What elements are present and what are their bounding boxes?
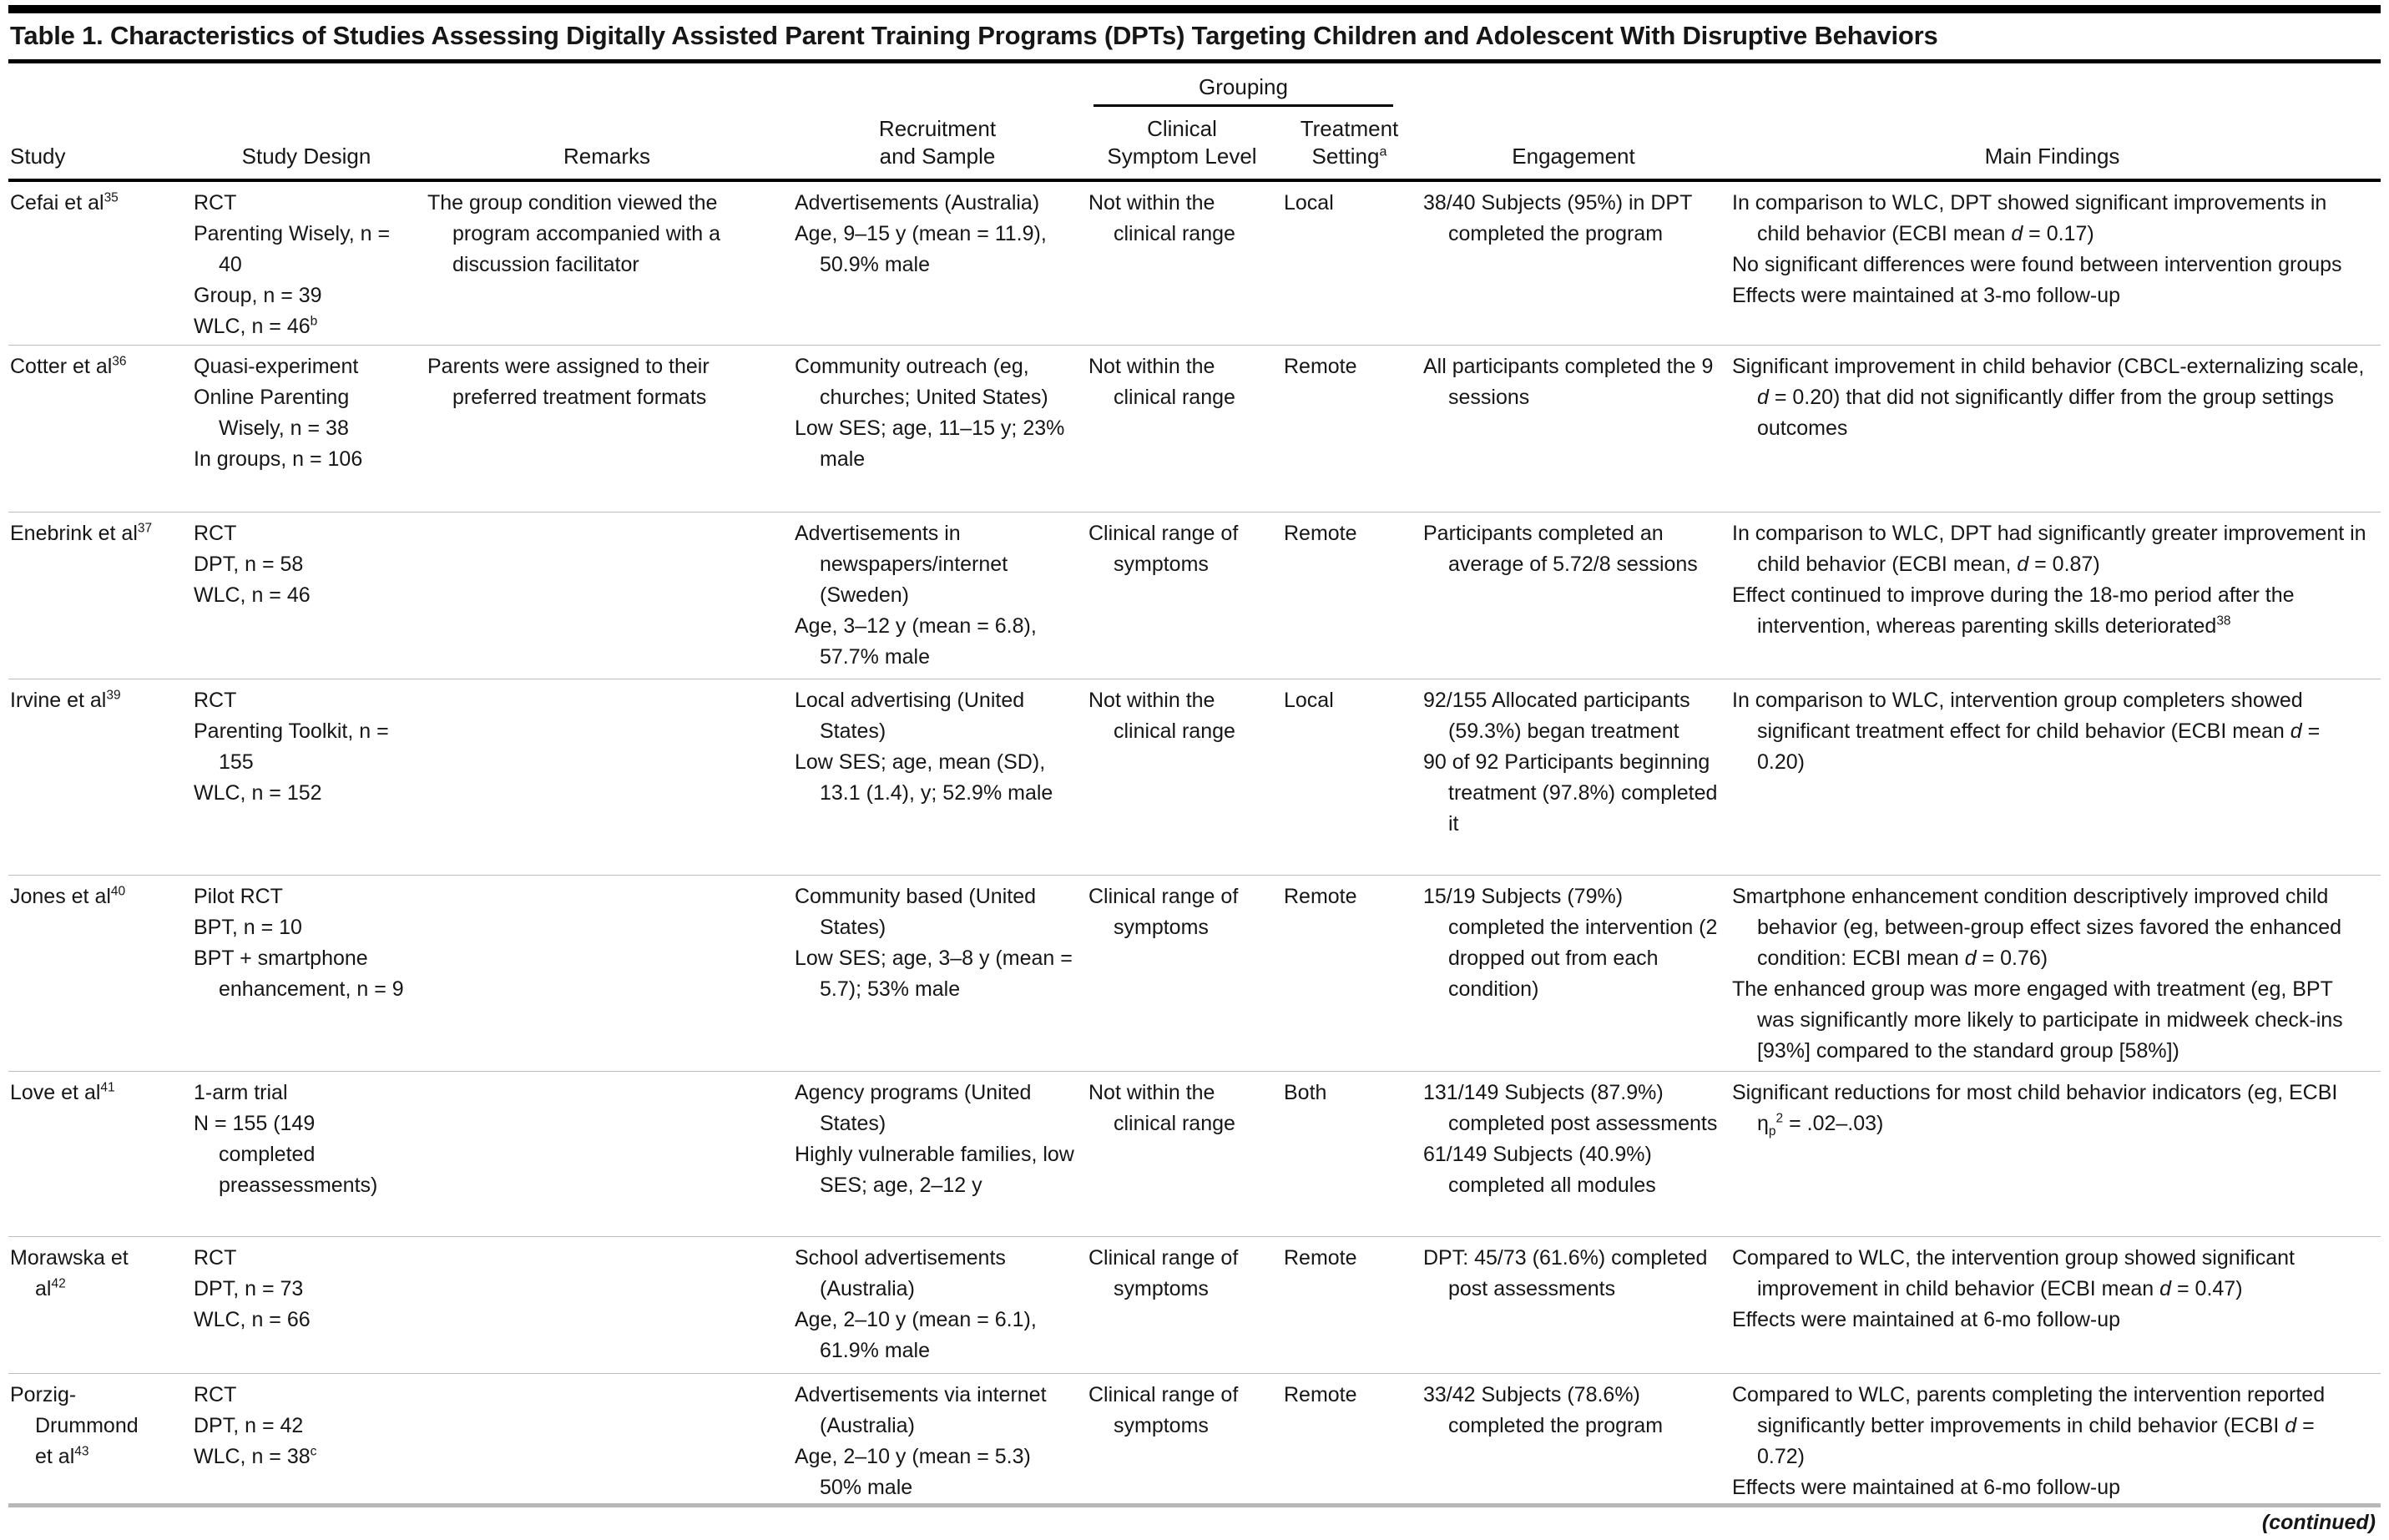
continued-note: (continued) (2261, 1511, 2376, 1534)
cell-paragraph: Quasi-experiment (194, 355, 359, 378)
cell-study-design (194, 1078, 427, 1201)
top-rule-divider (8, 5, 2381, 13)
cell-treatment-setting (1284, 1380, 1423, 1411)
grouping-header (1093, 74, 1393, 107)
column-header-recruitment-and-sample (795, 107, 1088, 170)
cell-paragraph: Jones et $al^{40}$ (10, 884, 126, 908)
cell-recruitment-and-sample (795, 518, 1088, 673)
table-row (8, 679, 2381, 875)
cell-remarks (427, 351, 795, 413)
cell-main-findings (1732, 881, 2381, 1067)
cell-engagement (1423, 351, 1732, 413)
cell-paragraph: Not within the clinical range (1088, 191, 1235, 245)
table-page (0, 5, 2389, 1540)
cell-treatment-setting (1284, 881, 1423, 912)
column-header-label: Recruitment and Sample (878, 116, 997, 169)
cell-paragraph: WLC, n = 46 (194, 583, 311, 607)
table-row (8, 345, 2381, 512)
cell-paragraph: Irvine et $al^{39}$ (10, 688, 121, 712)
cell-paragraph: 92/155 Allocated participants (59.3%) began treatment (1423, 689, 1690, 743)
cell-paragraph: In comparison to WLC, DPT showed significant improvements in child behavior (ECBI mean d = 0.17) (1732, 191, 2327, 245)
cell-main-findings (1732, 1243, 2381, 1336)
cell-paragraph: RCT (194, 1246, 237, 1270)
cell-treatment-setting (1284, 685, 1423, 716)
cell-paragraph: Low SES; age, 3–8 y (mean = 5.7); 53% male (795, 947, 1073, 1001)
cell-engagement (1423, 685, 1732, 840)
cell-paragraph: WLC, $n = 46^b$ (194, 314, 318, 338)
cell-study (8, 1078, 194, 1108)
cell-paragraph: Community outreach (eg, churches; United States) (795, 355, 1048, 409)
cell-clinical-symptom-level (1088, 881, 1284, 943)
cell-engagement (1423, 1078, 1732, 1201)
table-row (8, 182, 2381, 345)
table-row (8, 1236, 2381, 1373)
cell-paragraph: Smartphone enhancement condition descriptively improved child behavior (eg, between-group effect sizes favored the enhanced condition: ECBI mean d = 0.76) (1732, 885, 2341, 970)
column-header-engagement (1423, 107, 1732, 170)
cell-engagement (1423, 881, 1732, 1005)
cell-paragraph: 61/149 Subjects (40.9%) completed all modules (1423, 1143, 1656, 1197)
cell-paragraph: Compared to WLC, the intervention group showed significant improvement in child behavior (ECBI mean d = 0.47) (1732, 1246, 2295, 1300)
cell-paragraph: DPT, n = 42 (194, 1414, 304, 1437)
cell-main-findings (1732, 518, 2381, 642)
cell-paragraph: Advertisements via internet (Australia) (795, 1383, 1047, 1437)
cell-paragraph: Advertisements (Australia) (795, 191, 1040, 215)
cell-paragraph: Age, 2–10 y (mean = 6.1), 61.9% male (795, 1308, 1037, 1362)
cell-treatment-setting (1284, 188, 1423, 219)
cell-treatment-setting (1284, 351, 1423, 382)
cell-clinical-symptom-level (1088, 1380, 1284, 1442)
table-title: Table 1. Characteristics of Studies Assessing Digitally Assisted Parent Training Programs (DPTs) Targeting Children and Adolescent With Disruptive Behaviors (10, 21, 1938, 50)
cell-main-findings (1732, 1380, 2381, 1503)
cell-paragraph: Compared to WLC, parents completing the intervention reported significantly better improvements in child behavior (ECBI d = 0.72) (1732, 1383, 2326, 1468)
cell-paragraph: Both (1284, 1081, 1327, 1104)
column-header-label: Remarks (563, 144, 650, 169)
cell-paragraph: Morawska et $al^{42}$ (10, 1246, 129, 1300)
cell-paragraph: Not within the clinical range (1088, 689, 1235, 743)
cell-paragraph: Parents were assigned to their preferred treatment formats (427, 355, 710, 409)
column-header-study (8, 107, 194, 170)
cell-remarks (427, 188, 795, 280)
cell-paragraph: Parenting Wisely, n = 40 (194, 222, 391, 276)
cell-recruitment-and-sample (795, 1243, 1088, 1366)
cell-study-design (194, 188, 427, 342)
cell-paragraph: RCT (194, 1383, 237, 1406)
cell-paragraph: Love et $al^{41}$ (10, 1080, 115, 1104)
cell-paragraph: In comparison to WLC, intervention group completers showed significant treatment effect for child behavior (ECBI mean d = 0.20) (1732, 689, 2321, 774)
cell-study (8, 881, 194, 912)
cell-paragraph: Remote (1284, 355, 1357, 378)
cell-paragraph: Low SES; age, 11–15 y; 23% male (795, 417, 1065, 471)
cell-paragraph: Clinical range of symptoms (1088, 522, 1239, 576)
cell-paragraph: WLC, n = 66 (194, 1308, 311, 1331)
cell-paragraph: Clinical range of symptoms (1088, 1383, 1239, 1437)
cell-paragraph: Online Parenting Wisely, n = 38 (194, 386, 350, 440)
cell-paragraph: Local (1284, 689, 1334, 712)
column-header-label: Treatment Setting$^a$ (1300, 116, 1399, 169)
cell-paragraph: Local (1284, 191, 1334, 215)
column-header-label: Study (10, 144, 66, 169)
cell-study-design (194, 518, 427, 611)
cell-treatment-setting (1284, 1078, 1423, 1108)
column-header-remarks (427, 107, 795, 170)
cell-paragraph: 1-arm trial (194, 1081, 288, 1104)
cell-paragraph: 90 of 92 Participants beginning treatment (97.8%) completed it (1423, 750, 1718, 836)
cell-paragraph: Remote (1284, 885, 1357, 908)
column-header-study-design (194, 107, 427, 170)
cell-paragraph: The enhanced group was more engaged with treatment (eg, BPT was significantly more likely to participate in midweek check-ins [93%] compared to the standard group [58%]) (1732, 977, 2343, 1063)
column-header-label: Engagement (1512, 144, 1635, 169)
cell-clinical-symptom-level (1088, 351, 1284, 413)
cell-paragraph: In groups, n = 106 (194, 447, 363, 471)
cell-study-design (194, 881, 427, 1005)
cell-paragraph: Age, 9–15 y (mean = 11.9), 50.9% male (795, 222, 1047, 276)
cell-paragraph: All participants completed the 9 sessions (1423, 355, 1714, 409)
cell-paragraph: Group, n = 39 (194, 284, 322, 307)
cell-study-design (194, 685, 427, 809)
cell-paragraph: RCT (194, 689, 237, 712)
cell-paragraph: Parenting Toolkit, n = 155 (194, 720, 389, 774)
cell-main-findings (1732, 685, 2381, 778)
cell-paragraph: Effects were maintained at 6-mo follow-up (1732, 1476, 2121, 1499)
cell-study (8, 351, 194, 382)
cell-clinical-symptom-level (1088, 518, 1284, 580)
cell-paragraph: Clinical range of symptoms (1088, 885, 1239, 939)
cell-paragraph: Age, 3–12 y (mean = 6.8), 57.7% male (795, 614, 1037, 669)
cell-paragraph: Not within the clinical range (1088, 1081, 1235, 1135)
cell-paragraph: WLC, $n = 38^c$ (194, 1444, 317, 1468)
cell-paragraph: DPT, n = 73 (194, 1277, 304, 1300)
cell-paragraph: N = 155 (149 completed preassessments) (194, 1112, 378, 1197)
cell-engagement (1423, 188, 1732, 250)
cell-paragraph: Significant reductions for most child behavior indicators (eg, ECBI $\eta_p^2 = .02-.03$) (1732, 1081, 2338, 1139)
cell-paragraph: RCT (194, 522, 237, 545)
cell-paragraph: 38/40 Subjects (95%) in DPT completed the program (1423, 191, 1692, 245)
cell-paragraph: 15/19 Subjects (79%) completed the intervention (2 dropped out from each condition) (1423, 885, 1718, 1001)
cell-paragraph: Effects were maintained at 6-mo follow-up (1732, 1308, 2121, 1331)
cell-paragraph: Remote (1284, 1383, 1357, 1406)
cell-paragraph: Enebrink et $al^{37}$ (10, 521, 153, 545)
column-header-label: Study Design (241, 144, 371, 169)
cell-clinical-symptom-level (1088, 188, 1284, 250)
table-row (8, 512, 2381, 679)
cell-recruitment-and-sample (795, 685, 1088, 809)
cell-paragraph: 131/149 Subjects (87.9%) completed post assessments (1423, 1081, 1718, 1135)
cell-main-findings (1732, 188, 2381, 311)
cell-treatment-setting (1284, 1243, 1423, 1274)
table-row (8, 1373, 2381, 1503)
cell-engagement (1423, 1380, 1732, 1442)
cell-paragraph: Agency programs (United States) (795, 1081, 1032, 1135)
cell-paragraph: DPT, n = 58 (194, 553, 304, 576)
cell-recruitment-and-sample (795, 188, 1088, 280)
cell-study (8, 685, 194, 716)
table-row (8, 875, 2381, 1071)
cell-engagement (1423, 1243, 1732, 1305)
cell-paragraph: 33/42 Subjects (78.6%) completed the program (1423, 1383, 1664, 1437)
cell-recruitment-and-sample (795, 1380, 1088, 1503)
cell-main-findings (1732, 351, 2381, 444)
cell-paragraph: BPT + smartphone enhancement, n = 9 (194, 947, 404, 1001)
cell-study (8, 188, 194, 219)
column-header-label: Main Findings (1984, 144, 2120, 169)
table-body (8, 182, 2381, 1503)
cell-clinical-symptom-level (1088, 1078, 1284, 1139)
cell-paragraph: RCT (194, 191, 237, 215)
cell-paragraph: Age, 2–10 y (mean = 5.3) 50% male (795, 1445, 1031, 1499)
cell-paragraph: The group condition viewed the program accompanied with a discussion facilitator (427, 191, 720, 276)
column-header-main-findings (1732, 107, 2381, 170)
cell-paragraph: Low SES; age, mean (SD), 13.1 (1.4), y; 52.9% male (795, 750, 1053, 805)
table-row (8, 1071, 2381, 1236)
cell-paragraph: Participants completed an average of 5.72/8 sessions (1423, 522, 1698, 576)
cell-paragraph: Remote (1284, 522, 1357, 545)
cell-study-design (194, 1243, 427, 1336)
cell-paragraph: BPT, n = 10 (194, 916, 302, 939)
cell-paragraph: WLC, n = 152 (194, 781, 322, 805)
cell-paragraph: Effect continued to improve during the 18-mo period after the intervention, whereas parenting skills deteriorated$^{38}$ (1732, 583, 2295, 638)
cell-paragraph: Porzig-Drummond et $al^{43}$ (10, 1383, 139, 1468)
cell-recruitment-and-sample (795, 1078, 1088, 1201)
grouping-header-label: Grouping (1199, 74, 1288, 99)
cell-treatment-setting (1284, 518, 1423, 549)
cell-paragraph: In comparison to WLC, DPT had significantly greater improvement in child behavior (ECBI mean, d = 0.87) (1732, 522, 2366, 576)
cell-paragraph: Cotter et $al^{36}$ (10, 354, 127, 378)
cell-clinical-symptom-level (1088, 685, 1284, 747)
table-header (8, 63, 2381, 182)
cell-study-design (194, 351, 427, 475)
cell-study-design (194, 1380, 427, 1472)
cell-paragraph: Effects were maintained at 3-mo follow-up (1732, 284, 2121, 307)
cell-paragraph: Remote (1284, 1246, 1357, 1270)
cell-engagement (1423, 518, 1732, 580)
cell-study (8, 1380, 194, 1472)
cell-recruitment-and-sample (795, 881, 1088, 1005)
cell-paragraph: Not within the clinical range (1088, 355, 1235, 409)
cell-paragraph: Significant improvement in child behavior (CBCL-externalizing scale, d = 0.20) that did not significantly differ from the group settings outcomes (1732, 355, 2365, 440)
cell-paragraph: Local advertising (United States) (795, 689, 1025, 743)
cell-clinical-symptom-level (1088, 1243, 1284, 1305)
cell-paragraph: Community based (United States) (795, 885, 1037, 939)
cell-paragraph: Pilot RCT (194, 885, 283, 908)
cell-paragraph: No significant differences were found between intervention groups (1732, 253, 2342, 276)
cell-paragraph: Highly vulnerable families, low SES; age, 2–12 y (795, 1143, 1074, 1197)
cell-main-findings (1732, 1078, 2381, 1139)
cell-paragraph: Clinical range of symptoms (1088, 1246, 1239, 1300)
cell-study (8, 518, 194, 549)
cell-paragraph: School advertisements (Australia) (795, 1246, 1006, 1300)
cell-paragraph: DPT: 45/73 (61.6%) completed post assessments (1423, 1246, 1708, 1300)
column-header-treatment-setting (1284, 107, 1423, 170)
cell-paragraph: Advertisements in newspapers/internet (Sweden) (795, 522, 1008, 607)
cell-study (8, 1243, 194, 1305)
cell-paragraph: Cefai et $al^{35}$ (10, 190, 119, 215)
cell-recruitment-and-sample (795, 351, 1088, 475)
column-header-clinical-symptom-level (1088, 107, 1284, 170)
column-header-label: Clinical Symptom Level (1107, 116, 1257, 169)
